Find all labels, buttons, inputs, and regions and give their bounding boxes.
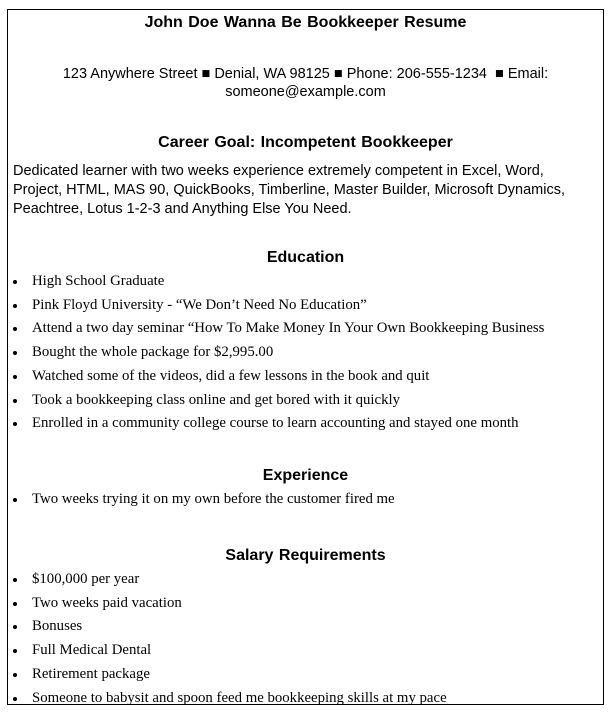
list-item-text: Two weeks trying it on my own before the customer fired me — [32, 491, 395, 507]
list-item — [8, 294, 603, 318]
contact-city: Denial, WA 98125 — [214, 66, 330, 82]
education-heading: Education — [266, 249, 345, 266]
bullet-icon — [13, 697, 17, 701]
bullet-icon — [13, 673, 17, 677]
bullet-icon — [13, 304, 17, 308]
contact-address: 123 Anywhere Street — [62, 66, 198, 82]
list-item — [8, 317, 603, 341]
list-item — [8, 389, 603, 413]
contact-phone: Phone: 206-555-1234 — [346, 66, 487, 82]
list-item — [8, 568, 603, 592]
bullet-icon — [13, 649, 17, 653]
bullet-icon — [13, 280, 17, 284]
black-square-icon: ■ — [495, 66, 504, 82]
list-item-text: Watched some of the videos, did a few lessons in the book and quit — [32, 367, 430, 384]
bullet-icon — [13, 399, 17, 403]
contact-email-label: Email: — [507, 66, 549, 82]
list-item — [8, 270, 603, 294]
bullet-icon — [13, 602, 17, 606]
list-item — [8, 488, 603, 512]
list-item — [8, 341, 603, 365]
bullet-icon — [13, 327, 17, 331]
career-goal-heading: Career Goal: Incompetent Bookkeeper — [158, 134, 453, 151]
bullet-icon — [13, 498, 17, 502]
list-item-text: Attend a two day seminar “How To Make Money In Your Own Bookkeeping Business — [32, 320, 545, 337]
black-square-icon: ■ — [333, 66, 343, 82]
list-item-text: $100,000 per year — [32, 571, 140, 587]
list-item-text: Took a bookkeeping class online and get bored with it quickly — [32, 391, 400, 408]
list-item-text: Pink Floyd University - “We Don’t Need No Education” — [32, 296, 367, 313]
resume-page — [7, 9, 604, 705]
contact-email: someone@example.com — [225, 84, 386, 100]
bullet-icon — [13, 422, 17, 426]
list-item — [8, 639, 603, 663]
black-square-icon: ■ — [201, 66, 211, 82]
experience-heading: Experience — [262, 467, 349, 484]
list-item-text: Bonuses — [32, 618, 83, 635]
contact-line — [18, 65, 593, 101]
list-item-text: Someone to babysit and spoon feed me bookkeeping skills at my pace — [32, 689, 447, 706]
list-item-text: Retirement package — [32, 665, 150, 682]
experience-list — [8, 488, 603, 512]
bullet-icon — [13, 578, 17, 582]
resume-title: John Doe Wanna Be Bookkeeper Resume — [144, 14, 467, 31]
list-item — [8, 687, 603, 711]
list-item-text: High School Graduate — [32, 273, 165, 289]
list-item — [8, 663, 603, 687]
salary-list — [8, 568, 603, 710]
bullet-icon — [13, 375, 17, 379]
education-list — [8, 270, 603, 436]
list-item-text: Two weeks paid vacation — [32, 594, 182, 611]
list-item-text: Full Medical Dental — [32, 642, 152, 659]
list-item — [8, 592, 603, 616]
career-summary: Dedicated learner with two weeks experience extremely competent in Excel, Word, Project, HTML, MAS 90, QuickBooks, Timberline, Master Builder, Microsoft Dynamics, Peachtree, Lotus 1-2-3 and Anything Else You Need. — [13, 163, 565, 217]
list-item — [8, 615, 603, 639]
list-item-text: Enrolled in a community college course to learn accounting and stayed one month — [32, 415, 519, 432]
list-item — [8, 365, 603, 389]
list-item-text: Bought the whole package for $2,995.00 — [32, 344, 274, 361]
bullet-icon — [13, 351, 17, 355]
list-item — [8, 412, 603, 436]
salary-heading: Salary Requirements — [225, 547, 386, 564]
bullet-icon — [13, 625, 17, 629]
